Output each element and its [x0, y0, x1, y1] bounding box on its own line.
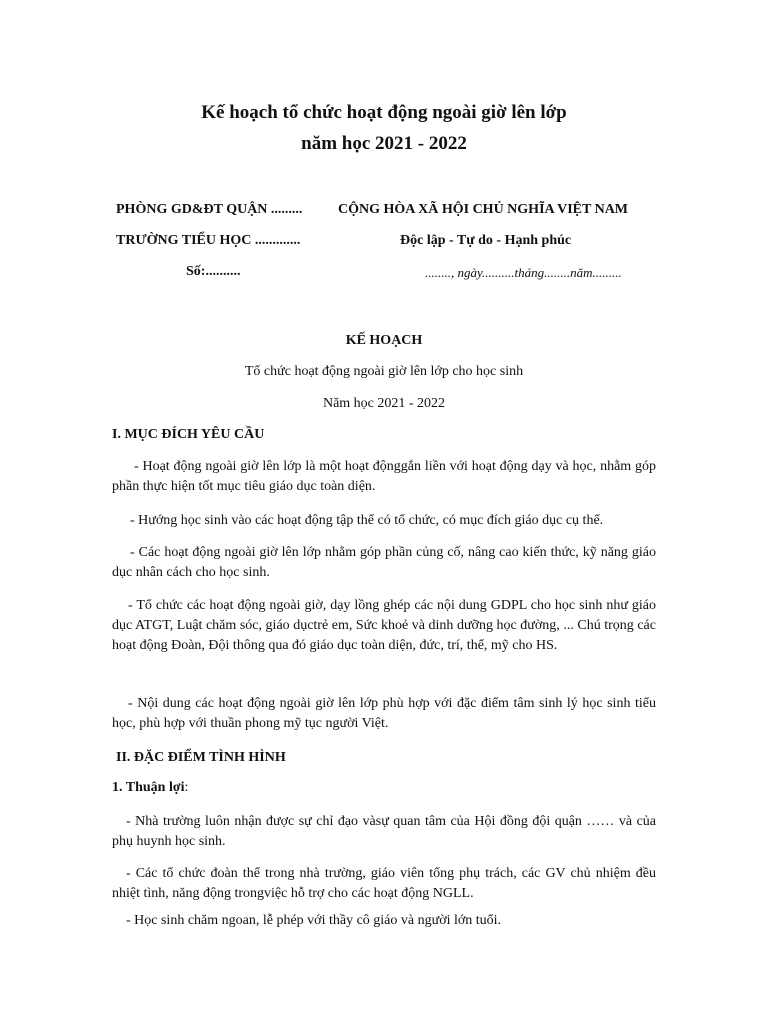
- subsection-advantages-heading: [112, 780, 188, 796]
- department-name: PHÒNG GD&ĐT QUẬN .........: [116, 202, 303, 217]
- section-2-heading: II. ĐẶC ĐIỂM TÌNH HÌNH: [116, 750, 286, 765]
- national-title: CỘNG HÒA XÃ HỘI CHỦ NGHĨA VIỆT NAM: [338, 202, 629, 217]
- school-name: TRƯỜNG TIỂU HỌC .............: [116, 233, 301, 248]
- document-number: Số:..........: [186, 264, 241, 279]
- section-1-paragraph: - Nội dung các hoạt động ngoài giờ lên lớp phù hợp với đặc điểm tâm sinh lý học sinh tiểu học, phù hợp với thuần phong mỹ tục người Việt.: [112, 696, 656, 731]
- section-1-paragraph: - Các hoạt động ngoài giờ lên lớp nhằm góp phần củng cố, nâng cao kiến thức, kỹ năng giáo dục nhân cách cho học sinh.: [112, 545, 656, 580]
- section-1-paragraph: - Tổ chức các hoạt động ngoài giờ, dạy lồng ghép các nội dung GDPL cho học sinh như giáo dục ATGT, Luật chăm sóc, giáo dụctrẻ em, Sức khoẻ và dinh dưỡng học đường, ... Chú trọng các hoạt động Đoàn, Đội thông qua đó giáo dục toàn diện, đức, trí, thể, mỹ cho HS.: [112, 598, 656, 653]
- subsection-advantages-title: 1. Thuận lợi: [112, 780, 185, 795]
- section-2-paragraph: - Các tổ chức đoàn thể trong nhà trường, giáo viên tổng phụ trách, các GV chủ nhiệm đều nhiệt tình, năng động trongviệc hỗ trợ cho các hoạt động NGLL.: [112, 866, 656, 901]
- section-2-paragraph: - Nhà trường luôn nhận được sự chỉ đạo vàsự quan tâm của Hội đồng đội quận …… và của phụ huynh học sinh.: [112, 814, 656, 849]
- document-title-line1: Kế hoạch tổ chức hoạt động ngoài giờ lên lớp: [201, 102, 567, 123]
- subsection-advantages-colon: :: [184, 780, 189, 795]
- section-2-paragraph: - Học sinh chăm ngoan, lễ phép với thầy cô giáo và người lớn tuổi.: [126, 913, 502, 928]
- section-1-paragraph: - Hoạt động ngoài giờ lên lớp là một hoạt độnggắn liền với hoạt động dạy và học, nhằm góp phần thực hiện tốt mục tiêu giáo dục toàn diện.: [112, 459, 656, 494]
- section-1-paragraph: - Hướng học sinh vào các hoạt động tập thể có tổ chức, có mục đích giáo dục cụ thể.: [130, 513, 604, 528]
- national-motto: Độc lập - Tự do - Hạnh phúc: [400, 233, 572, 248]
- plan-subtitle: Tổ chức hoạt động ngoài giờ lên lớp cho học sinh: [244, 364, 524, 379]
- date-line: ........, ngày..........tháng........năm.........: [425, 265, 622, 280]
- section-1-heading: I. MỤC ĐÍCH YÊU CẦU: [112, 427, 265, 442]
- plan-heading: KẾ HOẠCH: [345, 333, 423, 348]
- document-title-line2: năm học 2021 - 2022: [301, 133, 467, 154]
- plan-year: Năm học 2021 - 2022: [322, 396, 446, 411]
